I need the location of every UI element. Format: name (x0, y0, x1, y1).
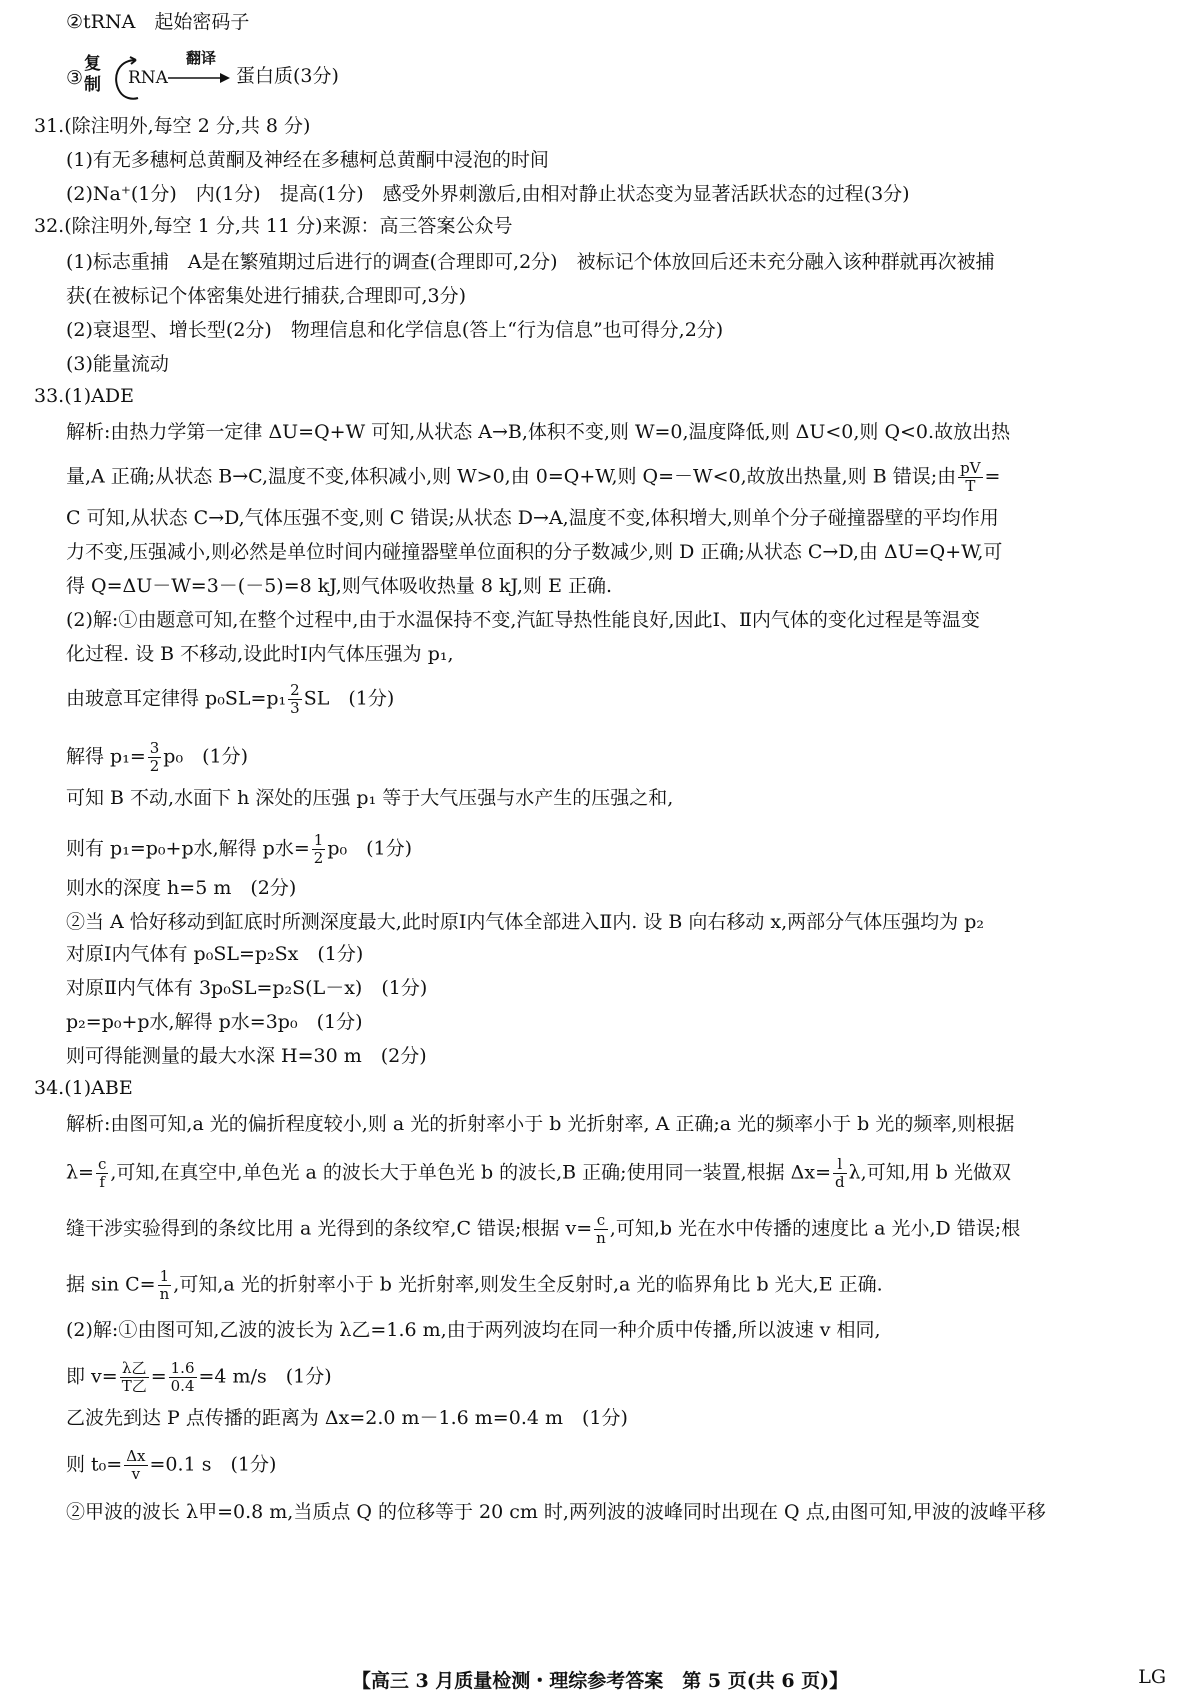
fraction-c-n: $\frac{c}{n}$ (596, 1211, 606, 1247)
fraction-c-f: $\frac{c}{f}$ (97, 1155, 107, 1191)
q32-answer-1b: 获(在被标记个体密集处进行捕获,合理即可,3分) (66, 285, 466, 307)
flow-copy-label-2: 制 (84, 75, 101, 95)
q31-header: 31.(除注明外,每空 2 分,共 8 分) (34, 115, 311, 137)
fraction-two-thirds: $\frac{2}{3}$ (290, 681, 300, 717)
page-footer: 【高三 3 月质量检测・理综参考答案 第 5 页(共 6 页)】 (351, 1670, 849, 1692)
flow-rna: RNA (128, 68, 168, 88)
q33-solution-11: p₂=p₀+p水,解得 p水=3p₀ (1分) (66, 1011, 363, 1033)
q34-analysis-3: 缝干涉实验得到的条纹比用 a 光得到的条纹窄,C 错误;根据 v= $\frac{c}{n}$ ,可知,b 光在水中传播的速度比 a 光小,D 错误;根 (66, 1211, 1021, 1247)
fraction-one-n: $\frac{1}{n}$ (159, 1267, 170, 1303)
q34-solution-5: ②甲波的波长 λ甲=0.8 m,当质点 Q 的位移等于 20 cm 时,两列波的波峰同时出现在 Q 点,由图可知,甲波的波峰平移 (66, 1501, 1046, 1523)
q31-answer-1: (1)有无多穗柯总黄酮及神经在多穗柯总黄酮中浸泡的时间 (66, 149, 549, 171)
flow-translate-label: 翻译 (186, 49, 217, 67)
q33-solution-7: 则水的深度 h=5 m (2分) (66, 877, 297, 899)
q32-answer-2: (2)衰退型、增长型(2分) 物理信息和化学信息(答上“行为信息”也可得分,2分) (66, 319, 724, 341)
q34-solution-1: (2)解:①由图可知,乙波的波长为 λ乙=1.6 m,由于两列波均在同一种介质中传播,所以波速 v 相同, (66, 1319, 881, 1341)
q33-solution-5: 可知 B 不动,水面下 h 深处的压强 p₁ 等于大气压强与水产生的压强之和, (66, 787, 674, 809)
q33-analysis-4: 力不变,压强减小,则必然是单位时间内碰撞器壁单位面积的分子数减少,则 D 正确;从状态 C→D,由 ΔU=Q+W,可 (66, 541, 1003, 563)
q33-solution-6: 则有 p₁=p₀+p水,解得 p水= $\frac{1}{2}$ p₀ (1分) (66, 831, 413, 867)
q32-header: 32.(除注明外,每空 1 分,共 11 分)来源：高三答案公众号 (34, 215, 513, 237)
flow-copy-label-1: 复 (84, 54, 101, 74)
fraction-16-04: $\frac{1.6}{0.4}$ (170, 1359, 195, 1395)
fraction-three-halves: $\frac{3}{2}$ (149, 739, 160, 775)
q32-answer-1a: (1)标志重捕 A是在繁殖期过后进行的调查(合理即可,2分) 被标记个体放回后还未充分融入该种群就再次被捕 (66, 251, 995, 273)
q33-analysis-1: 解析:由热力学第一定律 ΔU=Q+W 可知,从状态 A→B,体积不变,则 W=0,温度降低,则 ΔU<0,则 Q<0.故放出热 (66, 421, 1011, 443)
fraction-l-d: $\frac{l}{d}$ (835, 1155, 845, 1191)
translation-arrow-icon (168, 72, 234, 84)
q33-analysis-5: 得 Q=ΔU－W=3－(－5)=8 kJ,则气体吸收热量 8 kJ,则 E 正确. (66, 575, 613, 597)
q33-solution-2: 化过程. 设 B 不移动,设此时Ⅰ内气体压强为 p₁, (66, 643, 454, 665)
flow-number: ③ (66, 67, 84, 89)
footer-code: LG (1138, 1666, 1166, 1688)
q33-solution-10: 对原Ⅱ内气体有 3p₀SL=p₂S(L－x) (1分) (66, 977, 428, 999)
q34-analysis-2: λ= $\frac{c}{f}$ ,可知,在真空中,单色光 a 的波长大于单色光 b 的波长,B 正确;使用同一装置,根据 Δx= $\frac{l}{d}$ λ,可知,用 b 光做双 (66, 1155, 1012, 1191)
fraction-dx-v: $\frac{\Delta x}{v}$ (126, 1447, 146, 1483)
q34-analysis-1: 解析:由图可知,a 光的偏折程度较小,则 a 光的折射率小于 b 光折射率, A 正确;a 光的频率小于 b 光的频率,则根据 (66, 1113, 1015, 1135)
q33-header: 33.(1)ADE (34, 385, 134, 407)
q32-answer-3: (3)能量流动 (66, 353, 169, 375)
q31-answer-2: (2)Na⁺(1分) 内(1分) 提高(1分) 感受外界刺激后,由相对静止状态变为显著活跃状态的过程(3分) (66, 183, 910, 205)
q34-solution-4: 则 t₀= $\frac{\Delta x}{v}$ =0.1 s (1分) (66, 1447, 277, 1483)
trna-line: ②tRNA 起始密码子 (66, 11, 250, 33)
q33-solution-9: 对原Ⅰ内气体有 p₀SL=p₂Sx (1分) (66, 943, 364, 965)
q34-solution-3: 乙波先到达 P 点传播的距离为 Δx=2.0 m－1.6 m=0.4 m (1分) (66, 1407, 628, 1429)
q33-analysis-3: C 可知,从状态 C→D,气体压强不变,则 C 错误;从状态 D→A,温度不变,体积增大,则单个分子碰撞器壁的平均作用 (66, 507, 999, 529)
q33-solution-3: 由玻意耳定律得 p₀SL=p₁ $\frac{2}{3}$ SL (1分) (66, 681, 395, 717)
q33-solution-12: 则可得能测量的最大水深 H=30 m (2分) (66, 1045, 427, 1067)
q34-solution-2: 即 v= $\frac{\text{λ乙}}{\text{T乙}}$ = $\frac{1.6}{0.4}$ =4 m/s (1分) (66, 1359, 332, 1395)
q33-solution-1: (2)解:①由题意可知,在整个过程中,由于水温保持不变,汽缸导热性能良好,因此Ⅰ、Ⅱ内气体的变化过程是等温变 (66, 609, 980, 631)
fraction-one-half: $\frac{1}{2}$ (313, 831, 324, 867)
flow-protein: 蛋白质(3分) (236, 65, 339, 87)
q34-analysis-4: 据 sin C= $\frac{1}{n}$ ,可知,a 光的折射率小于 b 光折射率,则发生全反射时,a 光的临界角比 b 光大,E 正确. (66, 1267, 883, 1303)
q33-solution-4: 解得 p₁= $\frac{3}{2}$ p₀ (1分) (66, 739, 248, 775)
q33-solution-8: ②当 A 恰好移动到缸底时所测深度最大,此时原Ⅰ内气体全部进入Ⅱ内. 设 B 向右移动 x,两部分气体压强均为 p₂ (66, 911, 984, 933)
fraction-pv-t: $\frac{pV}{T}$ (960, 459, 981, 495)
q33-analysis-2: 量,A 正确;从状态 B→C,温度不变,体积减小,则 W>0,由 0=Q+W,则 Q=－W<0,故放出热量,则 B 错误;由 $\frac{pV}{T}$ = (66, 459, 1001, 495)
q34-header: 34.(1)ABE (34, 1077, 133, 1099)
fraction-lambda-t: $\frac{\text{λ乙}}{\text{T乙}}$ (121, 1359, 147, 1395)
